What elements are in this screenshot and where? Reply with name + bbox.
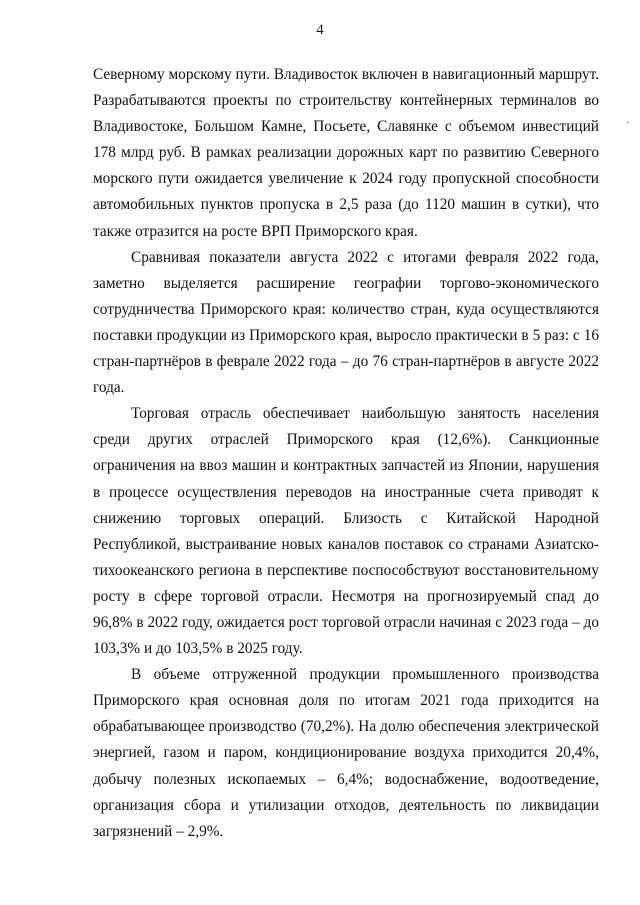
- document-body: [93, 62, 599, 845]
- margin-mark: ·: [626, 118, 630, 129]
- page-number: 4: [316, 22, 324, 38]
- paragraph-industrial-production: В объеме отгруженной продукции промышленного производства Приморского края основная доля по итогам 2021 года приходится на обрабатывающее производство (70,2%). На долю обеспечения электрической энергией, газом и паром, кондиционирование воздуха приходится 20,4%, добычу полезных ископаемых – 6,4%; водоснабжение, водоотведение, организация сбора и утилизации отходов, деятельность по ликвидации загрязнений – 2,9%.: [93, 666, 599, 840]
- paragraph-trade-industry: Торговая отрасль обеспечивает наибольшую занятость населения среди других отраслей Приморского края (12,6%). Санкционные ограничения на ввоз машин и контрактных запчастей из Японии, нарушения в процессе осуществления переводов на иностранные счета приводят к снижению торговых операций. Близость с Китайской Народной Республикой, выстраивание новых каналов поставок со странами Азиатско-тихоокеанского региона в перспективе поспособствуют восстановительному росту в сфере торговой отрасли. Несмотря на прогнозируемый спад до 96,8% в 2022 году, ожидается рост торговой отрасли начиная с 2023 года – до 103,3% и до 103,5% в 2025 году.: [93, 405, 599, 658]
- paragraph-northern-sea-route: Северному морскому пути. Владивосток включен в навигационный маршрут. Разрабатываются проекты по строительству контейнерных терминалов во Владивостоке, Большом Камне, Посьете, Славянке с объемом инвестиций 178 млрд руб. В рамках реализации дорожных карт по развитию Северного морского пути ожидается увеличение к 2024 году пропускной способности автомобильных пунктов пропуска в 2,5 раза (до 1120 машин в сутки), что также отразится на росте ВРП Приморского края.: [93, 66, 599, 240]
- paragraph-trade-geography: Сравнивая показатели августа 2022 с итогами февраля 2022 года, заметно выделяется расширение географии торгово-экономического сотрудничества Приморского края: количество стран, куда осуществляются поставки продукции из Приморского края, выросло практически в 5 раз: с 16 стран-партнёров в феврале 2022 года – до 76 стран-партнёров в августе 2022 года.: [93, 248, 599, 397]
